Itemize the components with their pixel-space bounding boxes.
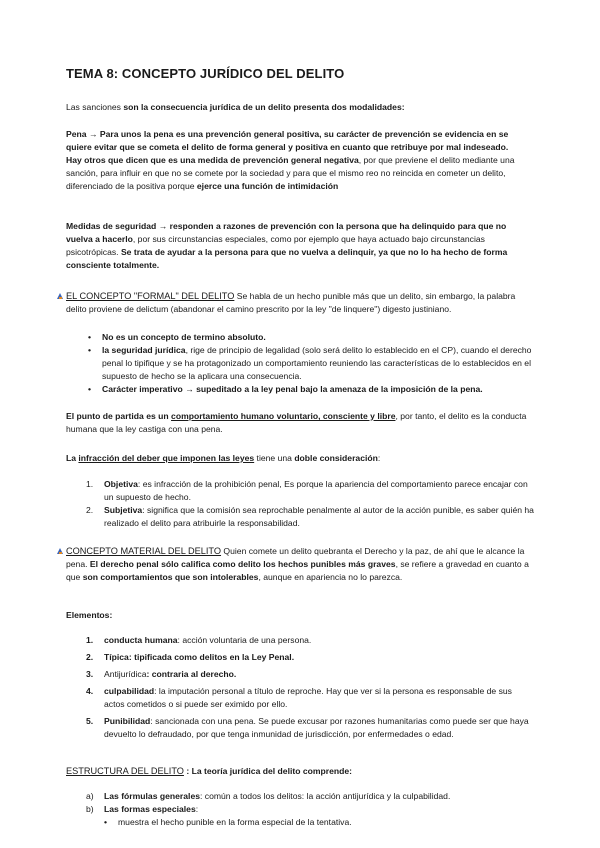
list-item: 2. Típica: tipificada como delitos en la Ley Penal. [86, 652, 295, 662]
medidas-text-b: , por sus circunstancias especiales, como por ejemplo que haya actuado bajo circunstancias psicotrópicas. [66, 234, 485, 257]
page-title: TEMA 8: CONCEPTO JURÍDICO DEL DELITO [66, 66, 345, 81]
material-heading: CONCEPTO MATERIAL DEL DELITO [66, 546, 222, 556]
list-item: 4. culpabilidad: la imputación personal a título de reproche. Hay que ver si la persona es responsable de sus actos cometidos o si puede ser eximido por ello. [86, 686, 512, 709]
list-item: 5. Punibilidad: sancionada con una pena. Se puede excusar por razones humanitarias como puede ser que haya devuelto lo defraudado, por que tenga inmunidad de jurisdicción, por enfermedades o edad. [86, 716, 529, 739]
list-item: • muestra el hecho punible en la forma especial de la tentativa. [104, 817, 352, 827]
pena-text-f: ejerce una función de intimidación [196, 181, 339, 191]
list-item: 3. Antijurídica: contraria al derecho. [86, 669, 237, 679]
infraccion-paragraph: La infracción del deber que imponen las leyes tiene una doble consideración: [66, 453, 381, 463]
pencil-marker-icon [56, 292, 64, 300]
list-item: a) Las fórmulas generales: común a todos los delitos: la acción antijurídica y la culpabilidad. [86, 791, 451, 801]
intro-paragraph [66, 101, 534, 114]
medidas-paragraph [66, 220, 534, 272]
medidas-text-a: Medidas de seguridad → responden a razones de prevención con la persona que ha delinquido para que no vuelva a hacerlo [66, 221, 507, 244]
list-item: 1. conducta humana: acción voluntaria de una persona. [86, 635, 312, 645]
list-item: 2. Subjetiva: significa que la comisión sea reprochable penalmente al autor de la acción punible, es saber quién ha realizado el delito para atribuirle la responsabilidad. [86, 505, 534, 528]
pena-text-b: su carácter de prevención se evidencia en se quiere evitar que se cometa el delito de forma general y positiva en cuanto que retribuye por mal indeseado. [66, 129, 509, 152]
pena-text-a: Pena → Para unos la pena es una prevención general positiva, [66, 129, 322, 139]
pencil-marker-icon [56, 547, 64, 555]
pena-text-d: , por que previene el delito mediante una sanción [66, 155, 515, 178]
list-item: b) Las formas especiales: [86, 804, 199, 814]
intro-text-a: Las sanciones [66, 102, 124, 112]
formal-bullets [88, 331, 534, 396]
material-paragraph: CONCEPTO MATERIAL DEL DELITO Quien comete un delito quebranta el Derecho y la paz, de ahí que le alcance la pena. El derecho penal sólo califica como delito los hechos punibles más graves, se refiere a gravedad en cuanto a que son comportamientos que son intolerables, aunque en apariencia no lo parezca. [66, 546, 529, 582]
elementos-list [86, 634, 534, 741]
infraccion-list [86, 478, 534, 530]
list-item: • la seguridad jurídica, rige de principio de legalidad (solo será delito lo establecido en el CP), cuando el derecho penal lo tipifique y se ha protagonizado un comportamiento reuniendo las características de lo establecidos en el supuesto de hecho se la aplicara una consecuencia. [88, 345, 532, 381]
estructura-paragraph: ESTRUCTURA DEL DELITO : La teoría jurídica del delito comprende: [66, 766, 353, 776]
pena-text-e: , para influir en que no se comete por la sociedad y para que el mismo reo no reincida en cometer un delito, diferenciado de la positiva porque [66, 168, 506, 191]
formal-heading: EL CONCEPTO "FORMAL" DEL DELITO [66, 291, 235, 301]
estructura-sub-bullet [104, 816, 534, 829]
elementos-heading: Elementos: [66, 610, 113, 620]
list-item: 1. Objetiva: es infracción de la prohibición penal, Es porque la apariencia del comportamiento parece encajar con un supuesto de hecho. [86, 479, 528, 502]
pena-text-c: Hay otros que dicen que es una medida de prevención general negativa [66, 155, 359, 165]
list-item: • Carácter imperativo → supeditado a la ley penal bajo la amenaza de la imposición de la pena. [88, 384, 483, 394]
formal-paragraph [66, 290, 534, 316]
intro-text-b: son la consecuencia jurídica de un delito presenta dos modalidades: [123, 102, 405, 112]
formal-text: Se habla de un hecho punible más que un delito, sin embargo, la palabra delito proviene de delictum (abandonar el camino prescrito por la ley "de linquere") digesto justiniano. [66, 291, 516, 314]
estructura-heading: ESTRUCTURA DEL DELITO [66, 766, 184, 776]
medidas-text-c: Se trata de ayudar a la persona para que no vuelva a delinquir, ya que no lo ha hecho de forma consciente totalmente. [66, 247, 508, 270]
estructura-list [86, 790, 534, 816]
punto-paragraph: El punto de partida es un comportamiento humano voluntario, consciente y libre, por tanto, el delito es la conducta humana que la ley castiga con una pena. [66, 411, 527, 434]
pena-paragraph [66, 128, 534, 193]
list-item: • No es un concepto de termino absoluto. [88, 332, 266, 342]
